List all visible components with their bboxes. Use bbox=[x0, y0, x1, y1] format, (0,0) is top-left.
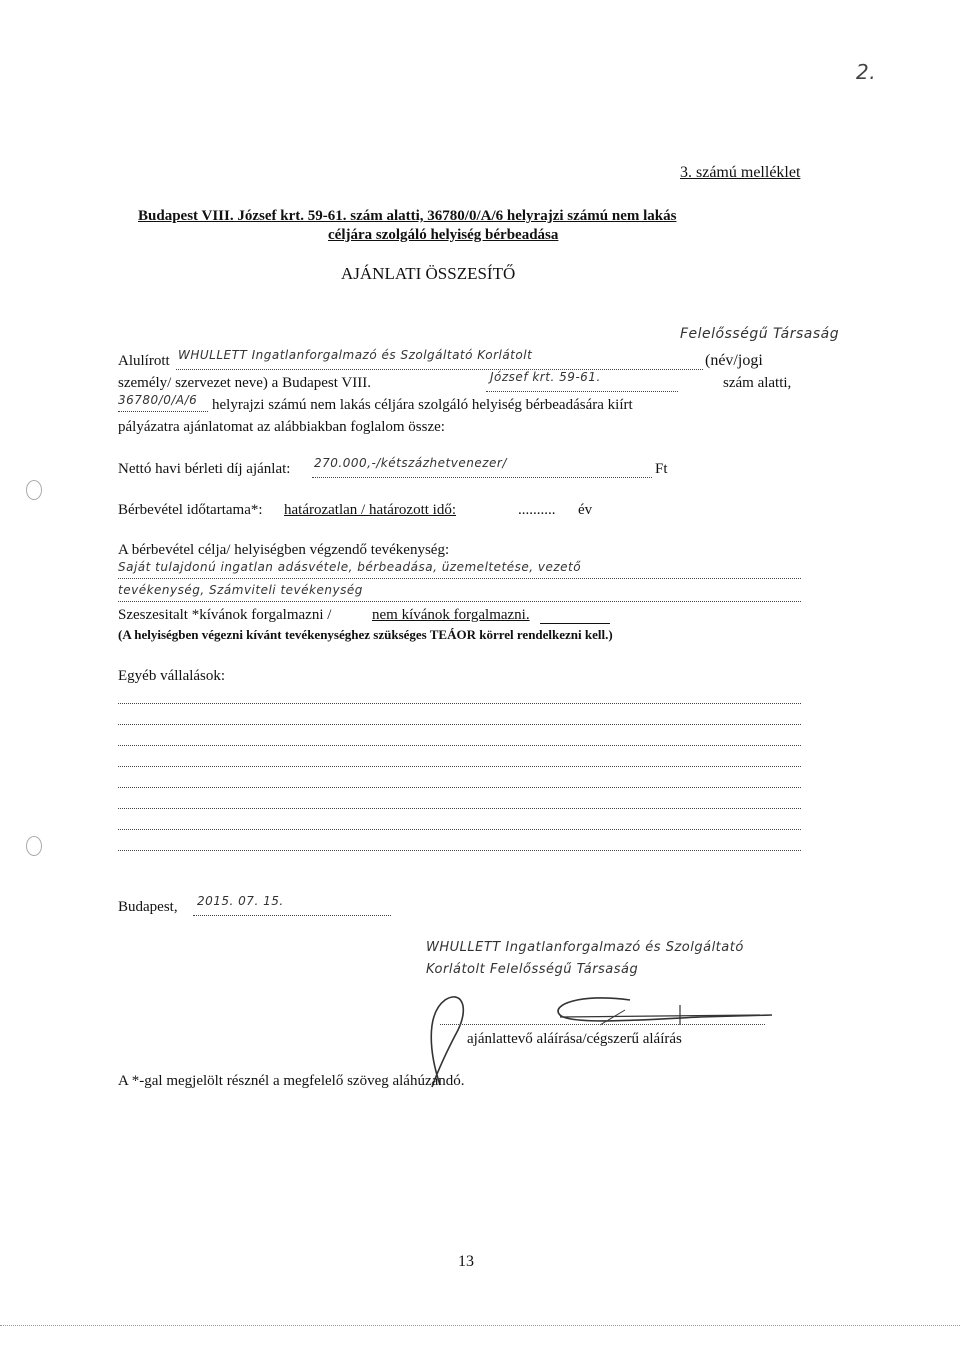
szesz-start: Szeszesitalt *kívánok forgalmazni / bbox=[118, 607, 332, 623]
handwritten-rent-offer: 270.000,-/kétszázhetvenezer/ bbox=[314, 456, 507, 470]
szesz-nem-kivanok: nem kívánok forgalmazni. bbox=[372, 607, 530, 623]
berbevetel-unit: év bbox=[578, 502, 593, 518]
egyeb-line-1 bbox=[118, 702, 801, 704]
signature-dotted-line bbox=[440, 1023, 765, 1025]
signature-caption: ajánlattevő aláírása/cégszerű aláírás bbox=[467, 1031, 682, 1047]
page-heading: AJÁNLATI ÖSSZESÍTŐ bbox=[341, 264, 516, 283]
para-line2-start: személy/ szervezet neve) a Budapest VIII. bbox=[118, 375, 371, 391]
szesz-underline-extension bbox=[540, 623, 610, 624]
scan-edge-line bbox=[0, 1325, 960, 1326]
para-line3: helyrajzi számú nem lakás céljára szolgáló helyiség bérbeadására kiírt bbox=[212, 397, 633, 413]
berbevetel-label: Bérbevétel időtartama*: bbox=[118, 502, 263, 518]
punch-hole-top bbox=[26, 480, 42, 500]
activity-dotted-line2 bbox=[118, 600, 801, 602]
netto-unit: Ft bbox=[655, 461, 668, 477]
egyeb-line-6 bbox=[118, 807, 801, 809]
egyeb-line-7 bbox=[118, 828, 801, 830]
egyeb-line-8 bbox=[118, 849, 801, 851]
egyeb-label: Egyéb vállalások: bbox=[118, 668, 226, 684]
handwritten-date: 2015. 07. 15. bbox=[197, 894, 284, 908]
egyeb-line-2 bbox=[118, 723, 801, 725]
activity-dotted-line1 bbox=[118, 577, 801, 579]
document-title-line2: céljára szolgáló helyiség bérbeadása bbox=[328, 227, 559, 243]
egyeb-line-4 bbox=[118, 765, 801, 767]
handwritten-activity-line1: Saját tulajdonú ingatlan adásvétele, bérbeadása, üzemeltetése, vezető bbox=[118, 560, 582, 574]
punch-hole-bottom bbox=[26, 836, 42, 856]
handwritten-stamp-line1: WHULLETT Ingatlanforgalmazó és Szolgáltató bbox=[426, 940, 744, 955]
name-dotted-line bbox=[176, 368, 703, 370]
page-mark: 2. bbox=[856, 60, 877, 84]
hrsz-dotted-line bbox=[118, 410, 208, 412]
para-line4: pályázatra ajánlatomat az alábbiakban foglalom össze: bbox=[118, 419, 445, 435]
document-title-line1: Budapest VIII. József krt. 59-61. szám alatti, 36780/0/A/6 helyrajzi számú nem lakás bbox=[138, 208, 677, 224]
netto-dotted-line bbox=[312, 476, 652, 478]
handwritten-company-suffix: Felelősségű Társaság bbox=[680, 326, 840, 342]
berbevetel-options: határozatlan / határozott idő: bbox=[284, 502, 457, 518]
cel-label: A bérbevétel célja/ helyiségben végzendő tevékenység: bbox=[118, 542, 450, 558]
handwritten-address: József krt. 59-61. bbox=[490, 370, 601, 384]
berbevetel-dots: .......... bbox=[518, 502, 556, 518]
teaor-note: (A helyiségben végezni kívánt tevékenységhez szükséges TEÁOR körrel rendelkezni kell.) bbox=[118, 627, 613, 642]
egyeb-line-5 bbox=[118, 786, 801, 788]
handwritten-hrsz: 36780/0/A/6 bbox=[118, 393, 198, 407]
alulirott-label: Alulírott bbox=[118, 353, 170, 369]
page-number: 13 bbox=[458, 1253, 474, 1270]
para-line2-end: szám alatti, bbox=[723, 375, 792, 391]
date-dotted-line bbox=[193, 914, 391, 916]
date-label: Budapest, bbox=[118, 899, 178, 915]
egyeb-line-3 bbox=[118, 744, 801, 746]
footnote: A *-gal megjelölt résznél a megfelelő szöveg aláhúzandó. bbox=[118, 1073, 465, 1089]
annex-label: 3. számú melléklet bbox=[680, 164, 801, 181]
nev-jogi-label: (név/jogi bbox=[705, 352, 763, 369]
handwritten-stamp-line2: Korlátolt Felelősségű Társaság bbox=[426, 962, 639, 977]
address-dotted-line bbox=[486, 390, 678, 392]
handwritten-applicant-name: WHULLETT Ingatlanforgalmazó és Szolgáltató Korlátolt bbox=[178, 348, 533, 362]
handwritten-activity-line2: tevékenység, Számviteli tevékenység bbox=[118, 583, 363, 597]
netto-label: Nettó havi bérleti díj ajánlat: bbox=[118, 461, 291, 477]
